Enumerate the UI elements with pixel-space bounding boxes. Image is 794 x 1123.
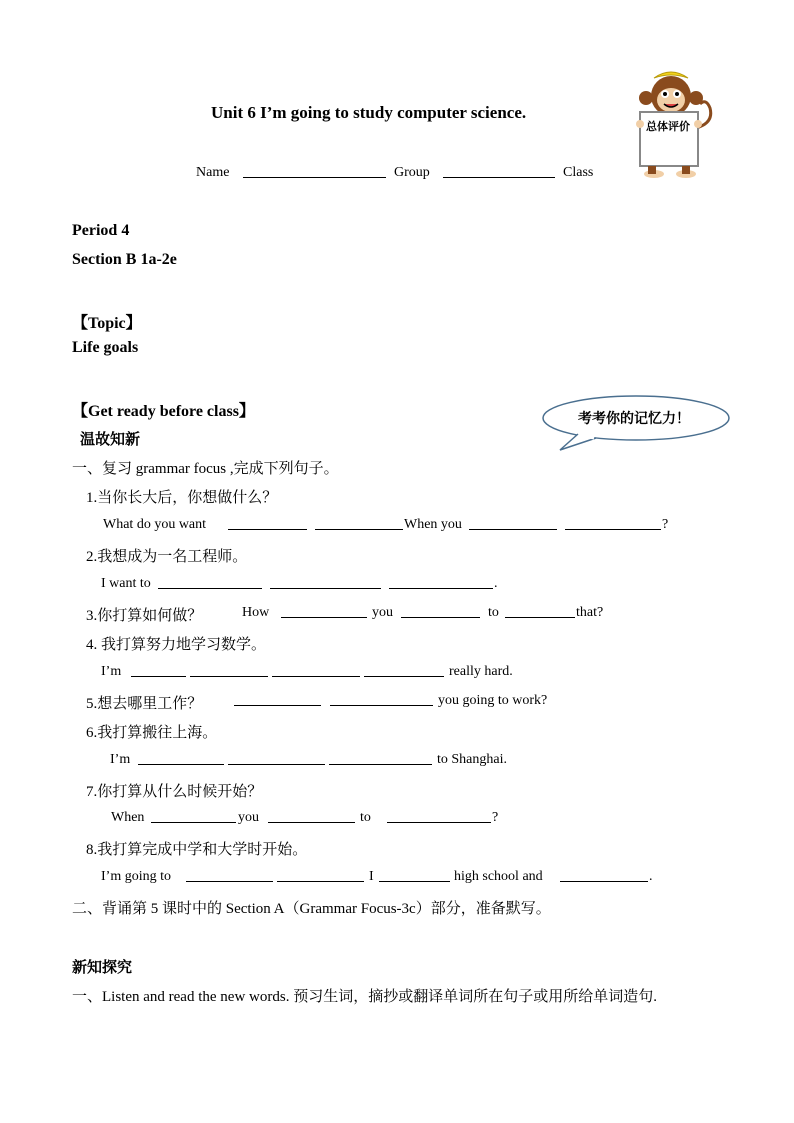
q8-blank-1[interactable] [186, 869, 273, 882]
q1-text-b: When you [404, 517, 462, 532]
name-blank[interactable] [243, 165, 386, 178]
part2-title: 二、背诵第 5 课时中的 Section A（Grammar Focus-3c）部分，准备默写。 [72, 901, 551, 917]
section-label: Section B 1a-2e [72, 251, 177, 268]
q8-text-b: I [369, 869, 374, 884]
q4-chinese: 4. 我打算努力地学习数学。 [86, 637, 267, 653]
q7-blank-1[interactable] [151, 810, 236, 823]
q3-text-a: How [242, 605, 270, 620]
group-blank[interactable] [443, 165, 555, 178]
q4-text-a: I’m [101, 664, 122, 679]
q3-blank-1[interactable] [281, 605, 367, 618]
q1-blank-2[interactable] [315, 517, 403, 530]
q8-blank-2[interactable] [277, 869, 364, 882]
badge-label: 总体评价 [646, 120, 690, 133]
q1-blank-3[interactable] [469, 517, 557, 530]
q8-text-a: I’m going to [101, 869, 171, 884]
q1-text-end: ? [662, 517, 669, 532]
q3-blank-3[interactable] [505, 605, 575, 618]
part1-title: 一、复习 grammar focus ,完成下列句子。 [72, 461, 339, 477]
q2-chinese: 2.我想成为一名工程师。 [86, 549, 248, 565]
q7-chinese: 7.你打算从什么时候开始？ [86, 784, 263, 800]
q3-text-c: to [488, 605, 499, 620]
q6-text-end: to Shanghai. [437, 752, 507, 767]
q4-blank-4[interactable] [364, 664, 444, 677]
name-label: Name [196, 165, 230, 180]
q2-blank-1[interactable] [158, 576, 262, 589]
q2-blank-2[interactable] [270, 576, 381, 589]
q7-text-b: you [238, 810, 259, 825]
q6-chinese: 6.我打算搬往上海。 [86, 725, 218, 741]
period-label: Period 4 [72, 222, 130, 239]
page-title: Unit 6 I’m going to study computer science. [211, 103, 527, 122]
q7-blank-2[interactable] [268, 810, 355, 823]
topic-text: Life goals [72, 339, 139, 356]
q3-text-b: you [372, 605, 393, 620]
q5-blank-1[interactable] [234, 693, 321, 706]
q4-blank-1[interactable] [131, 664, 186, 677]
q1-blank-1[interactable] [228, 517, 307, 530]
q7-text-a: When [111, 810, 145, 825]
q7-blank-3[interactable] [387, 810, 491, 823]
q3-blank-2[interactable] [401, 605, 480, 618]
group-label: Group [394, 165, 430, 180]
topic-header: 【Topic】 [72, 315, 142, 332]
q4-blank-3[interactable] [272, 664, 360, 677]
q3-text-end: that? [576, 605, 604, 620]
ready-header: 【Get ready before class】 [72, 403, 255, 420]
q1-blank-4[interactable] [565, 517, 661, 530]
q5-blank-2[interactable] [330, 693, 433, 706]
q2-text-end: . [494, 576, 498, 591]
new-words-instruction: 一、Listen and read the new words. 预习生词，摘抄或翻译单词所在句子或用所给单词造句. [72, 989, 657, 1005]
class-label: Class [563, 165, 594, 180]
review-header: 温故知新 [80, 430, 141, 448]
q7-text-c: to [360, 810, 371, 825]
q8-text-end: . [649, 869, 653, 884]
q2-blank-3[interactable] [389, 576, 493, 589]
memory-bubble [538, 392, 734, 452]
monkey-badge [626, 68, 716, 183]
q6-blank-2[interactable] [228, 752, 325, 765]
q1-chinese: 1.当你长大后，你想做什么？ [86, 490, 278, 506]
q6-blank-1[interactable] [138, 752, 224, 765]
q6-blank-3[interactable] [329, 752, 432, 765]
q4-text-end: really hard. [449, 664, 513, 679]
q5-chinese: 5.想去哪里工作？ [86, 696, 203, 712]
q6-text-a: I’m [110, 752, 131, 767]
q2-text-a: I want to [101, 576, 151, 591]
q1-text-a: What do you want [103, 517, 207, 532]
new-header: 新知探究 [72, 958, 133, 976]
q3-chinese: 3.你打算如何做？ [86, 608, 203, 624]
q8-chinese: 8.我打算完成中学和大学时开始。 [86, 842, 308, 858]
q4-blank-2[interactable] [190, 664, 268, 677]
q5-text-end: you going to work? [438, 693, 548, 708]
q8-blank-4[interactable] [560, 869, 648, 882]
bubble-text: 考考你的记忆力！ [578, 411, 690, 427]
q8-text-c: high school and [454, 869, 543, 884]
q7-text-end: ? [492, 810, 499, 825]
q8-blank-3[interactable] [379, 869, 450, 882]
